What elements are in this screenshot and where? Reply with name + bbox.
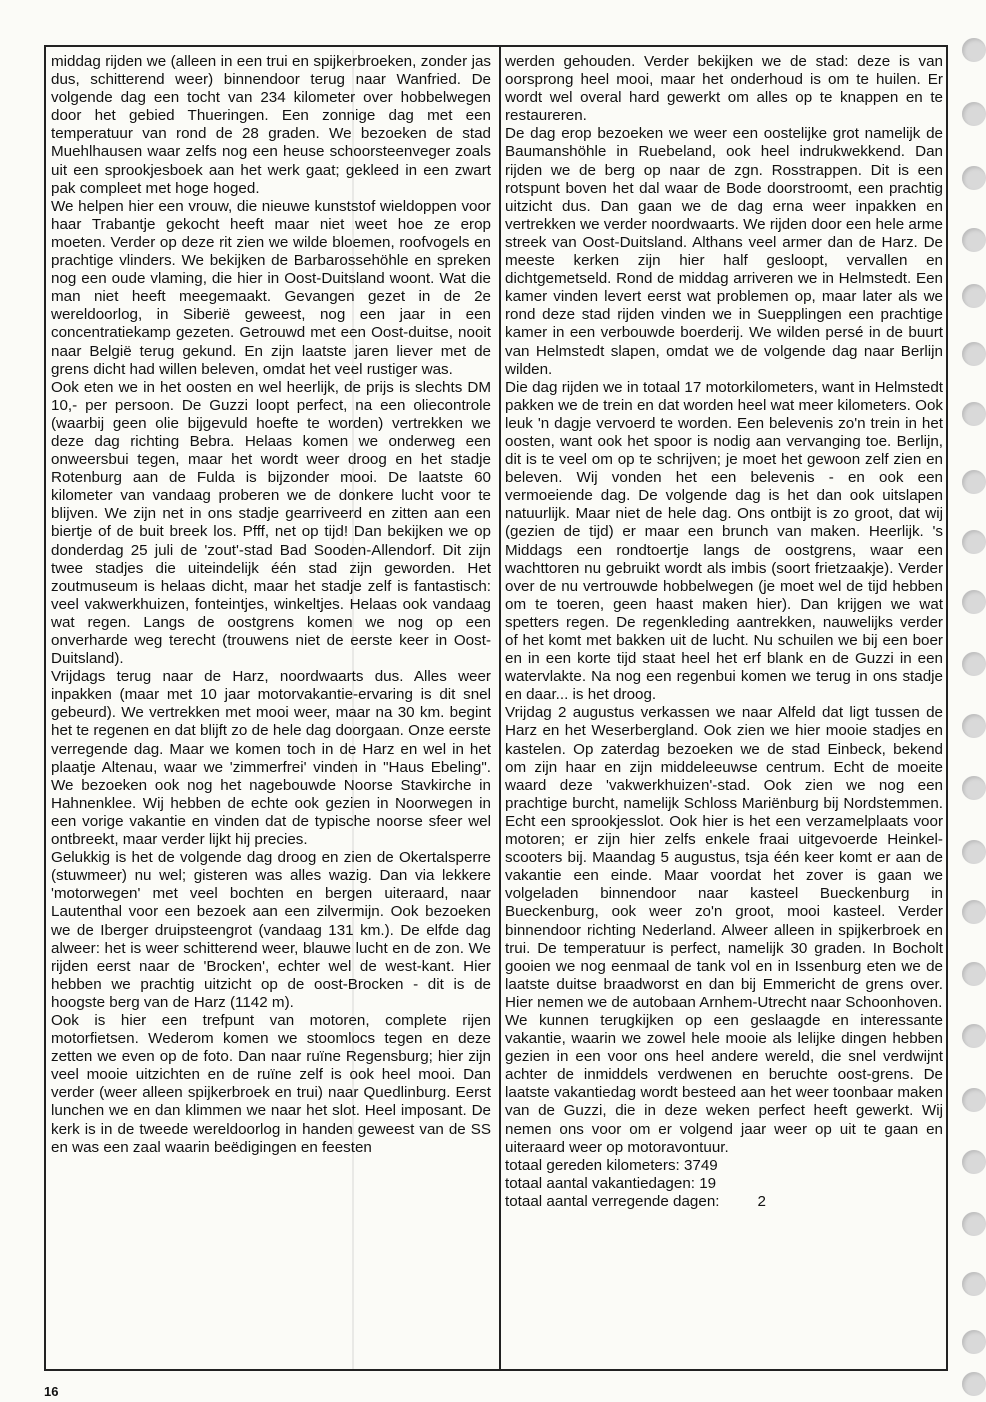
binder-hole-icon	[962, 1372, 986, 1396]
binder-hole-icon	[962, 1272, 986, 1296]
paragraph: Vrijdags terug naar de Harz, noordwaarts dus. Alles weer inpakken (maar met 10 jaar motorvakantie-ervaring is dit snel gebeurd). We vertrekken met mooi weer, maar na 30 km. begint het te regenen en dat blijft zo de hele dag doorgaan. Onze eerste verregende dag. Maar we komen toch in de Harz en wel in het plaatje Altenau, waar we 'zimmerfrei' vinden in "Haus Ebeling". We bezoeken ook nog het nagebouwde Noorse Stavkirche in Hahnenklee. Wij hebben de echte ook gezien in Noorwegen in een vorige vakantie en vinden dat de typische noorse sfeer wel ontbreekt, maar verder lijkt hij precies.	[51, 668, 491, 849]
binder-hole-icon	[962, 402, 986, 426]
binder-hole-icon	[962, 38, 986, 62]
binder-hole-icon	[962, 962, 986, 986]
paragraph: Vrijdag 2 augustus verkassen we naar Alfeld dat ligt tussen de Harz en het Weserbergland. Ook zien we hier mooie stadjes en kastelen. Op zaterdag bezoeken we de stad Einbeck, bekend om zijn haar en zijn middeleeuwse centrum. Echt de moeite waard deze 'vakwerkhuizen'-stad. Ook zien we nog een prachtige burcht, namelijk Schloss Mariënburg bij Nordstemmen. Echt een sprookjesslot. Ook hier is het een verzamelplaats voor motoren; er zijn hier zelfs enkele fraai uitgevoerde Heinkel-scooters bij. Maandag 5 augustus, tsja één keer komt er aan de vakantie een einde. Maar voordat het zover is gaan we volgeladen binnendoor naar kasteel Bueckenburg in Bueckenburg, ook weer zo'n groot, mooi kasteel. Verder binnendoor richting Nederland. Alweer alleen in spijkerbroek en trui. De temperatuur is perfect, namelijk 30 graden. In Bocholt gooien we nog eenmaal de tank vol en in Issenburg eten we de laatste duitse braadworst en dan bij Emmericht de grens over. Hier nemen we de autobaan Arnhem-Utrecht naar Schoonhoven.	[505, 704, 943, 1011]
binder-holes	[956, 0, 986, 1402]
binder-hole-icon	[962, 652, 986, 676]
column-divider	[499, 47, 501, 1369]
binder-hole-icon	[962, 1024, 986, 1048]
binder-hole-icon	[962, 284, 986, 308]
binder-hole-icon	[962, 1330, 986, 1354]
binder-hole-icon	[962, 530, 986, 554]
paragraph: De dag erop bezoeken we weer een oostelijke grot namelijk de Baumanshöhle in Ruebeland, ook heel indrukwekkend. Dan rijden we de berg op naar de zgn. Rosstrappen. Dit is een rotspunt boven het dal waar de Bode doorstroomt, een prachtig uitzicht dus. Dan gaan we de dag erna weer inpakken en vertrekken we verder noordwaarts. We rijden door een hele arme streek van Oost-Duitsland. Althans veel armer dan de Harz. De meeste kerken zijn hier half gesloopt, vervallen en dichtgemetseld. Rond de middag arriveren we in Helmstedt. Een kamer vinden levert eerst wat problemen op, maar later als we rond deze stad rijden vinden we in Suepplingen een prachtige kamer in een verbouwde boerderij. We wilden persé in de buurt van Helmstedt slapen, omdat we de volgende dag naar Berlijn wilden.	[505, 125, 943, 378]
right-column	[505, 53, 943, 1211]
binder-hole-icon	[962, 900, 986, 924]
total-rain-days	[505, 1193, 943, 1211]
rain-days-label: totaal aantal verregende dagen:	[505, 1192, 720, 1210]
paragraph: Die dag rijden we in totaal 17 motorkilometers, want in Helmstedt pakken we de trein en dat worden heel wat meer kilometers. Ook leuk 'n dagje vervoerd te worden. Een belevenis zo'n trein in het oosten, want ook het spoor is nodig aan vervanging toe. Berlijn, dit is te veel om op te schrijven; je moet het gewoon zelf zien en beleven. Wij vonden het een belevenis - en ook een vermoeiende dag. De volgende dag is het dan ook uitslapen natuurlijk. Maar niet de hele dag. Ons ontbijt is zo groot, dat wij (gezien de tijd) er maar een brunch van maken. Heerlijk. 's Middags een rondtoertje langs de oostgrens, waar een wachttoren nu gebruikt wordt als imbis (soort frietzaakje). Verder over de nu vertrouwde hobbelwegen (je moet wel de tijd hebben om te toeren, geen haast maken hier). Dan krijgen we wat spetters regen. De regenkleding aantrekken, nauwelijks verder of het komt met bakken uit de lucht. Nu schuilen we bij een boer en in een korte tijd staat heel het erf blank en de Guzzi in een watervlakte. Na nog een regenbui komen we terug in ons stadje en daar... is het droog.	[505, 378, 943, 704]
rain-days-value: 2	[757, 1192, 766, 1210]
article-frame	[44, 45, 948, 1371]
binder-hole-icon	[962, 714, 986, 738]
paragraph: Ook is hier een trefpunt van motoren, complete rijen motorfietsen. Wederom komen we stoomlocs tegen en deze zetten we even op de foto. Dan naar ruïne Regensburg; hier zijn veel mooie uitzichten en de ruïne zelf is ook heel mooi. Dan verder (weer alleen spijkerbroek en trui) naar Quedlinburg. Eerst lunchen we en dan klimmen we naar het slot. Heel imposant. De kerk is in de tweede wereldoorlog in handen geweest van de SS en was een zaal waarin beëdigingen en feesten	[51, 1011, 491, 1156]
binder-hole-icon	[962, 228, 986, 252]
paragraph: middag rijden we (alleen in een trui en spijkerbroeken, zonder jas dus, schitterend weer) binnendoor terug naar Wanfried. De volgende dag een tocht van 234 kilometer over hobbelwegen door het gebied Thueringen. Een zonnige dag met een temperatuur van rond de 28 graden. We bezoeken de stad Muehlhausen waar zelfs nog een heuse schoorsteenveger zoals uit een sprookjesboek aan het werk gaat; gekleed in een zwart pak compleet met hoge hoged.	[51, 53, 491, 197]
binder-hole-icon	[962, 840, 986, 864]
binder-hole-icon	[962, 102, 986, 126]
binder-hole-icon	[962, 776, 986, 800]
binder-hole-icon	[962, 166, 986, 190]
total-vacation-days: totaal aantal vakantiedagen: 19	[505, 1174, 717, 1192]
page-number: 16	[44, 1384, 59, 1399]
binder-hole-icon	[962, 342, 986, 366]
binder-hole-icon	[962, 1150, 986, 1174]
binder-hole-icon	[962, 1212, 986, 1236]
paragraph: Gelukkig is het de volgende dag droog en zien de Okertalsperre (stuwmeer) nu wel; gisteren was alles wazig. Dan via lekkere 'motorwegen' met veel bochten en bergen uiteraard, naar Lautenthal voor een bezoek aan een zilvermijn. Ook bezoeken we de Iberger druipsteengrot (vandaag 131 km.). De elfde dag alweer: het is weer schitterend weer, blauwe lucht en de zon. We rijden eerst naar de 'Brocken', echter wel de west-kant. Hier hebben we prachtig uitzicht op de oost-Brocken - dit is de hoogste berg van de Harz (1142 m).	[51, 849, 491, 1011]
binder-hole-icon	[962, 1088, 986, 1112]
paragraph: We helpen hier een vrouw, die nieuwe kunststof wieldoppen voor haar Trabantje gekocht heeft maar niet weet hoe ze erop moeten. Verder op deze rit zien we wilde bloemen, roofvogels en prachtige vlinders. We bekijken de Barbarossehöhle en spreken nog een oude vlaming, die hier in Oost-Duitsland woont. Wat die man niet heeft meegemaakt. Gevangen gezet in de 2e wereldoorlog, in Siberië geweest, nog een jaar in een concentratiekamp gezeten. Getrouwd met een Oost-duitse, nooit naar België terug gekund. En zijn laatste jaren liever met de grens dicht had willen beleven, omdat het veel rustiger was.	[51, 197, 491, 378]
paragraph: Ook eten we in het oosten en wel heerlijk, de prijs is slechts DM 10,- per persoon. De Guzzi loopt perfect, na een oliecontrole (waarbij geen olie bijgevuld hoefte te worden) vertrekken we deze dag richting Bebra. Helaas komen we onderweg een onweersbui tegen, maar het wordt weer droog en het stadje Rotenburg aan de Fulda is bijzonder mooi. De laatste 60 kilometer van vandaag proberen we de donkere lucht voor te blijven. We zijn net in ons stadje gearriveerd en zitten aan een biertje of de buit breek los. Pfff, net op tijd! Dan bekijken we op donderdag 25 juli de 'zout'-stad Bad Sooden-Allendorf. Dit zijn twee stadjes die uiteindelijk één stad zijn geworden. Het zoutmuseum is helaas dicht, maar het stadje zelf is fantastisch: veel vakwerkhuizen, fonteintjes, winkeltjes. Helaas ook vandaag wat regen. Langs de oostgrens komen we nog op een onverharde weg terecht (trouwens niet de eerste keer in Oost-Duitsland).	[51, 378, 491, 668]
total-kilometers: totaal gereden kilometers: 3749	[505, 1156, 718, 1174]
binder-hole-icon	[962, 470, 986, 494]
paragraph: We kunnen terugkijken op een geslaagde en interessante vakantie, waarin we zowel hele mooie als lelijke dingen hebben gezien in een voor ons heel andere wereld, die snel verdwijnt achter de inmiddels verdwenen en beruchte oost-grens. De laatste vakantiedag wordt besteed aan het weer toonbaar maken van de Guzzi, die in deze weken perfect heeft gewerkt. Wij nemen ons voor om er volgend jaar weer op uit te gaan en uiteraard weer op motoravontuur.	[505, 1011, 943, 1156]
binder-hole-icon	[962, 590, 986, 614]
left-column	[51, 53, 491, 1157]
paragraph: werden gehouden. Verder bekijken we de stad: deze is van oorsprong heel mooi, maar het onderhoud is om te huilen. Er wordt wel overal hard gewerkt om alles op te knappen en te restaureren.	[505, 53, 943, 125]
